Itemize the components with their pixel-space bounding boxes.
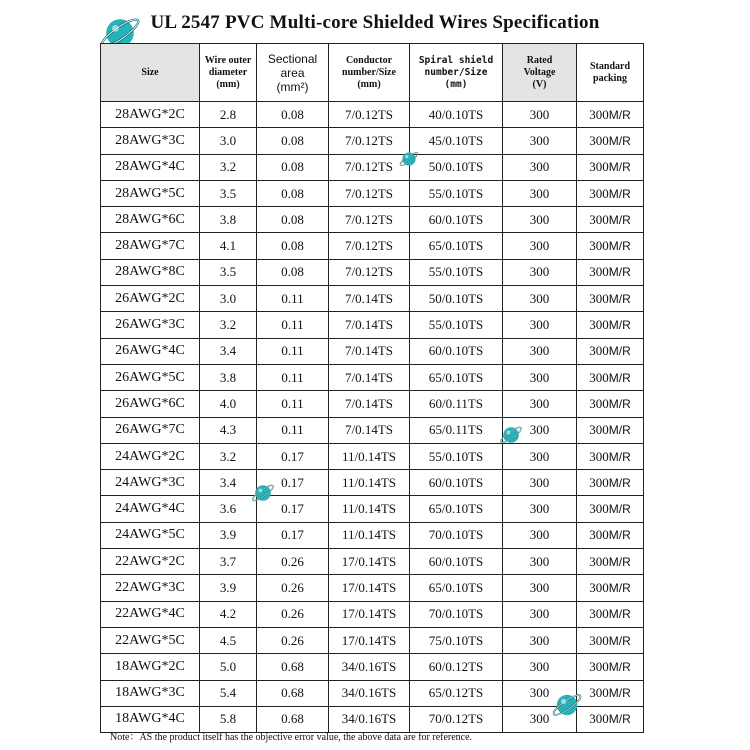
cell-size: 28AWG*2C	[101, 102, 200, 128]
cell-outer-diameter: 5.0	[200, 654, 257, 680]
cell-spiral-shield: 70/0.10TS	[410, 522, 503, 548]
cell-rated-voltage: 300	[503, 286, 577, 312]
cell-outer-diameter: 3.8	[200, 364, 257, 390]
cell-outer-diameter: 4.3	[200, 417, 257, 443]
cell-standard-packing	[577, 443, 644, 469]
page-title: UL 2547 PVC Multi-core Shielded Wires Specification	[150, 12, 600, 33]
cell-standard-packing	[577, 154, 644, 180]
cell-conductor: 7/0.14TS	[329, 338, 410, 364]
table-row	[101, 627, 644, 653]
packing-unit: M/R	[608, 712, 631, 727]
cell-standard-packing	[577, 259, 644, 285]
cell-rated-voltage: 300	[503, 627, 577, 653]
cell-outer-diameter: 3.8	[200, 207, 257, 233]
packing-unit: M/R	[608, 291, 631, 306]
cell-outer-diameter: 3.5	[200, 180, 257, 206]
cell-rated-voltage: 300	[503, 102, 577, 128]
cell-conductor: 7/0.12TS	[329, 207, 410, 233]
packing-amount: 300	[589, 185, 609, 201]
cell-rated-voltage: 300	[503, 443, 577, 469]
cell-outer-diameter: 3.4	[200, 338, 257, 364]
cell-sectional-area: 0.11	[257, 417, 329, 443]
cell-size: 24AWG*5C	[101, 522, 200, 548]
cell-rated-voltage: 300	[503, 549, 577, 575]
cell-sectional-area: 0.08	[257, 180, 329, 206]
cell-size: 22AWG*4C	[101, 601, 200, 627]
table-row	[101, 259, 644, 285]
packing-amount: 300	[589, 290, 609, 306]
table-header-row	[101, 44, 644, 102]
cell-outer-diameter: 3.0	[200, 286, 257, 312]
header-standard-packing: Standard packing	[577, 44, 644, 102]
cell-rated-voltage: 300	[503, 470, 577, 496]
cell-size: 26AWG*7C	[101, 417, 200, 443]
cell-spiral-shield: 60/0.10TS	[410, 470, 503, 496]
packing-amount: 300	[589, 527, 609, 543]
cell-rated-voltage: 300	[503, 680, 577, 706]
cell-standard-packing	[577, 312, 644, 338]
packing-unit: M/R	[608, 607, 631, 622]
packing-unit: M/R	[608, 160, 631, 175]
table-row	[101, 338, 644, 364]
cell-sectional-area: 0.68	[257, 706, 329, 732]
cell-spiral-shield: 70/0.10TS	[410, 601, 503, 627]
table-row	[101, 102, 644, 128]
cell-spiral-shield: 40/0.10TS	[410, 102, 503, 128]
planet-ring-icon	[498, 422, 524, 448]
cell-spiral-shield: 65/0.11TS	[410, 417, 503, 443]
cell-sectional-area: 0.26	[257, 549, 329, 575]
cell-sectional-area: 0.68	[257, 654, 329, 680]
cell-spiral-shield: 50/0.10TS	[410, 154, 503, 180]
header-rated-voltage: Rated Voltage (V)	[503, 44, 577, 102]
footnote: Note：AS the product itself has the objective error value, the above data are for reference.	[110, 732, 473, 743]
packing-amount: 300	[589, 711, 609, 727]
cell-rated-voltage: 300	[503, 128, 577, 154]
cell-conductor: 11/0.14TS	[329, 443, 410, 469]
spec-table	[100, 43, 644, 733]
cell-standard-packing	[577, 601, 644, 627]
packing-amount: 300	[589, 106, 609, 122]
cell-standard-packing	[577, 128, 644, 154]
cell-rated-voltage: 300	[503, 259, 577, 285]
cell-spiral-shield: 65/0.10TS	[410, 364, 503, 390]
cell-conductor: 7/0.14TS	[329, 417, 410, 443]
planet-ring-icon	[250, 480, 276, 506]
table-row	[101, 470, 644, 496]
packing-unit: M/R	[608, 265, 631, 280]
cell-rated-voltage: 300	[503, 180, 577, 206]
cell-outer-diameter: 2.8	[200, 102, 257, 128]
cell-standard-packing	[577, 233, 644, 259]
header-size: Size	[101, 44, 200, 102]
table-row	[101, 522, 644, 548]
packing-amount: 300	[589, 369, 609, 385]
cell-sectional-area: 0.11	[257, 364, 329, 390]
packing-unit: M/R	[608, 449, 631, 464]
packing-amount: 300	[589, 264, 609, 280]
cell-rated-voltage: 300	[503, 391, 577, 417]
packing-amount: 300	[589, 211, 609, 227]
cell-sectional-area: 0.17	[257, 470, 329, 496]
cell-rated-voltage: 300	[503, 233, 577, 259]
cell-rated-voltage: 300	[503, 575, 577, 601]
cell-conductor: 17/0.14TS	[329, 575, 410, 601]
packing-amount: 300	[589, 579, 609, 595]
packing-unit: M/R	[608, 133, 631, 148]
packing-unit: M/R	[608, 344, 631, 359]
cell-spiral-shield: 60/0.10TS	[410, 549, 503, 575]
cell-sectional-area: 0.17	[257, 443, 329, 469]
cell-conductor: 7/0.12TS	[329, 233, 410, 259]
cell-outer-diameter: 4.2	[200, 601, 257, 627]
planet-ring-icon	[550, 688, 584, 722]
cell-rated-voltage: 300	[503, 312, 577, 338]
cell-spiral-shield: 55/0.10TS	[410, 259, 503, 285]
cell-rated-voltage: 300	[503, 207, 577, 233]
packing-amount: 300	[589, 159, 609, 175]
cell-standard-packing	[577, 549, 644, 575]
packing-unit: M/R	[608, 186, 631, 201]
cell-standard-packing	[577, 391, 644, 417]
cell-size: 24AWG*3C	[101, 470, 200, 496]
cell-standard-packing	[577, 180, 644, 206]
cell-spiral-shield: 55/0.10TS	[410, 443, 503, 469]
cell-conductor: 7/0.12TS	[329, 102, 410, 128]
cell-standard-packing	[577, 417, 644, 443]
cell-size: 28AWG*8C	[101, 259, 200, 285]
cell-standard-packing	[577, 522, 644, 548]
table-row	[101, 128, 644, 154]
cell-size: 28AWG*4C	[101, 154, 200, 180]
cell-size: 22AWG*5C	[101, 627, 200, 653]
table-row	[101, 549, 644, 575]
table-row	[101, 233, 644, 259]
packing-unit: M/R	[608, 528, 631, 543]
packing-amount: 300	[589, 422, 609, 438]
cell-outer-diameter: 3.2	[200, 312, 257, 338]
cell-rated-voltage: 300	[503, 654, 577, 680]
cell-standard-packing	[577, 102, 644, 128]
cell-spiral-shield: 60/0.10TS	[410, 338, 503, 364]
packing-unit: M/R	[608, 633, 631, 648]
cell-standard-packing	[577, 680, 644, 706]
cell-spiral-shield: 60/0.12TS	[410, 654, 503, 680]
packing-amount: 300	[589, 685, 609, 701]
cell-size: 26AWG*5C	[101, 364, 200, 390]
cell-sectional-area: 0.11	[257, 391, 329, 417]
cell-size: 28AWG*3C	[101, 128, 200, 154]
packing-unit: M/R	[608, 686, 631, 701]
table-row	[101, 496, 644, 522]
cell-outer-diameter: 5.4	[200, 680, 257, 706]
table-row	[101, 286, 644, 312]
cell-size: 26AWG*2C	[101, 286, 200, 312]
cell-sectional-area: 0.08	[257, 207, 329, 233]
cell-conductor: 17/0.14TS	[329, 601, 410, 627]
cell-sectional-area: 0.26	[257, 601, 329, 627]
header-conductor: Conductor number/Size (mm)	[329, 44, 410, 102]
cell-spiral-shield: 65/0.12TS	[410, 680, 503, 706]
spec-table-body	[101, 102, 644, 733]
cell-size: 18AWG*3C	[101, 680, 200, 706]
cell-size: 24AWG*4C	[101, 496, 200, 522]
cell-outer-diameter: 3.2	[200, 443, 257, 469]
cell-sectional-area: 0.08	[257, 259, 329, 285]
cell-conductor: 34/0.16TS	[329, 680, 410, 706]
cell-conductor: 7/0.14TS	[329, 286, 410, 312]
cell-standard-packing	[577, 364, 644, 390]
cell-size: 28AWG*5C	[101, 180, 200, 206]
cell-outer-diameter: 3.0	[200, 128, 257, 154]
cell-rated-voltage: 300	[503, 601, 577, 627]
table-row	[101, 601, 644, 627]
packing-amount: 300	[589, 606, 609, 622]
packing-amount: 300	[589, 317, 609, 333]
cell-size: 28AWG*7C	[101, 233, 200, 259]
planet-ring-icon	[398, 148, 420, 170]
cell-outer-diameter: 3.6	[200, 496, 257, 522]
packing-unit: M/R	[608, 580, 631, 595]
cell-spiral-shield: 75/0.10TS	[410, 627, 503, 653]
cell-spiral-shield: 65/0.10TS	[410, 575, 503, 601]
packing-amount: 300	[589, 658, 609, 674]
cell-spiral-shield: 60/0.11TS	[410, 391, 503, 417]
cell-sectional-area: 0.08	[257, 154, 329, 180]
cell-size: 18AWG*4C	[101, 706, 200, 732]
packing-amount: 300	[589, 501, 609, 517]
cell-rated-voltage: 300	[503, 496, 577, 522]
cell-outer-diameter: 4.0	[200, 391, 257, 417]
cell-size: 22AWG*2C	[101, 549, 200, 575]
cell-spiral-shield: 60/0.10TS	[410, 207, 503, 233]
header-outer-diameter: Wire outer diameter (mm)	[200, 44, 257, 102]
cell-conductor: 7/0.12TS	[329, 259, 410, 285]
cell-size: 24AWG*2C	[101, 443, 200, 469]
cell-standard-packing	[577, 286, 644, 312]
cell-rated-voltage: 300	[503, 522, 577, 548]
cell-conductor: 7/0.12TS	[329, 128, 410, 154]
cell-sectional-area: 0.11	[257, 338, 329, 364]
cell-spiral-shield: 45/0.10TS	[410, 128, 503, 154]
header-sectional-area: Sectional area (mm²)	[257, 44, 329, 102]
cell-conductor: 11/0.14TS	[329, 470, 410, 496]
cell-sectional-area: 0.17	[257, 496, 329, 522]
cell-standard-packing	[577, 627, 644, 653]
cell-conductor: 7/0.14TS	[329, 364, 410, 390]
cell-conductor: 17/0.14TS	[329, 549, 410, 575]
cell-conductor: 34/0.16TS	[329, 706, 410, 732]
cell-standard-packing	[577, 338, 644, 364]
cell-sectional-area: 0.11	[257, 286, 329, 312]
cell-spiral-shield: 50/0.10TS	[410, 286, 503, 312]
header-spiral-shield: Spiral shield number/Size (mm)	[410, 44, 503, 102]
cell-standard-packing	[577, 654, 644, 680]
packing-unit: M/R	[608, 212, 631, 227]
cell-sectional-area: 0.68	[257, 680, 329, 706]
cell-sectional-area: 0.26	[257, 627, 329, 653]
cell-spiral-shield: 65/0.10TS	[410, 233, 503, 259]
packing-amount: 300	[589, 553, 609, 569]
packing-amount: 300	[589, 343, 609, 359]
cell-rated-voltage: 300	[503, 154, 577, 180]
cell-spiral-shield: 70/0.12TS	[410, 706, 503, 732]
table-row	[101, 391, 644, 417]
cell-conductor: 7/0.12TS	[329, 154, 410, 180]
cell-conductor: 7/0.12TS	[329, 180, 410, 206]
table-row	[101, 207, 644, 233]
cell-size: 28AWG*6C	[101, 207, 200, 233]
cell-spiral-shield: 65/0.10TS	[410, 496, 503, 522]
packing-amount: 300	[589, 395, 609, 411]
cell-sectional-area: 0.26	[257, 575, 329, 601]
table-row	[101, 312, 644, 338]
cell-rated-voltage: 300	[503, 364, 577, 390]
cell-outer-diameter: 5.8	[200, 706, 257, 732]
packing-unit: M/R	[608, 502, 631, 517]
packing-unit: M/R	[608, 370, 631, 385]
packing-unit: M/R	[608, 107, 631, 122]
cell-outer-diameter: 3.7	[200, 549, 257, 575]
cell-spiral-shield: 55/0.10TS	[410, 180, 503, 206]
packing-amount: 300	[589, 132, 609, 148]
cell-spiral-shield: 55/0.10TS	[410, 312, 503, 338]
cell-sectional-area: 0.17	[257, 522, 329, 548]
table-row	[101, 154, 644, 180]
cell-size: 26AWG*4C	[101, 338, 200, 364]
table-row	[101, 654, 644, 680]
cell-outer-diameter: 3.4	[200, 470, 257, 496]
packing-amount: 300	[589, 474, 609, 490]
cell-size: 18AWG*2C	[101, 654, 200, 680]
cell-rated-voltage: 300	[503, 706, 577, 732]
cell-standard-packing	[577, 207, 644, 233]
cell-rated-voltage: 300	[503, 417, 577, 443]
cell-conductor: 17/0.14TS	[329, 627, 410, 653]
cell-standard-packing	[577, 496, 644, 522]
cell-conductor: 11/0.14TS	[329, 496, 410, 522]
cell-standard-packing	[577, 575, 644, 601]
cell-sectional-area: 0.08	[257, 102, 329, 128]
packing-unit: M/R	[608, 659, 631, 674]
cell-conductor: 34/0.16TS	[329, 654, 410, 680]
packing-amount: 300	[589, 238, 609, 254]
cell-outer-diameter: 3.9	[200, 522, 257, 548]
cell-conductor: 7/0.14TS	[329, 312, 410, 338]
cell-rated-voltage: 300	[503, 338, 577, 364]
packing-amount: 300	[589, 448, 609, 464]
cell-size: 26AWG*3C	[101, 312, 200, 338]
cell-sectional-area: 0.11	[257, 312, 329, 338]
table-row	[101, 443, 644, 469]
cell-outer-diameter: 4.1	[200, 233, 257, 259]
packing-unit: M/R	[608, 423, 631, 438]
cell-conductor: 7/0.14TS	[329, 391, 410, 417]
table-row	[101, 575, 644, 601]
table-row	[101, 180, 644, 206]
cell-outer-diameter: 3.5	[200, 259, 257, 285]
cell-outer-diameter: 3.9	[200, 575, 257, 601]
packing-unit: M/R	[608, 396, 631, 411]
table-row	[101, 364, 644, 390]
packing-unit: M/R	[608, 318, 631, 333]
cell-size: 26AWG*6C	[101, 391, 200, 417]
cell-sectional-area: 0.08	[257, 233, 329, 259]
cell-outer-diameter: 3.2	[200, 154, 257, 180]
packing-amount: 300	[589, 632, 609, 648]
cell-sectional-area: 0.08	[257, 128, 329, 154]
cell-conductor: 11/0.14TS	[329, 522, 410, 548]
cell-standard-packing	[577, 470, 644, 496]
cell-outer-diameter: 4.5	[200, 627, 257, 653]
packing-unit: M/R	[608, 239, 631, 254]
packing-unit: M/R	[608, 475, 631, 490]
cell-size: 22AWG*3C	[101, 575, 200, 601]
table-row	[101, 417, 644, 443]
cell-standard-packing	[577, 706, 644, 732]
packing-unit: M/R	[608, 554, 631, 569]
